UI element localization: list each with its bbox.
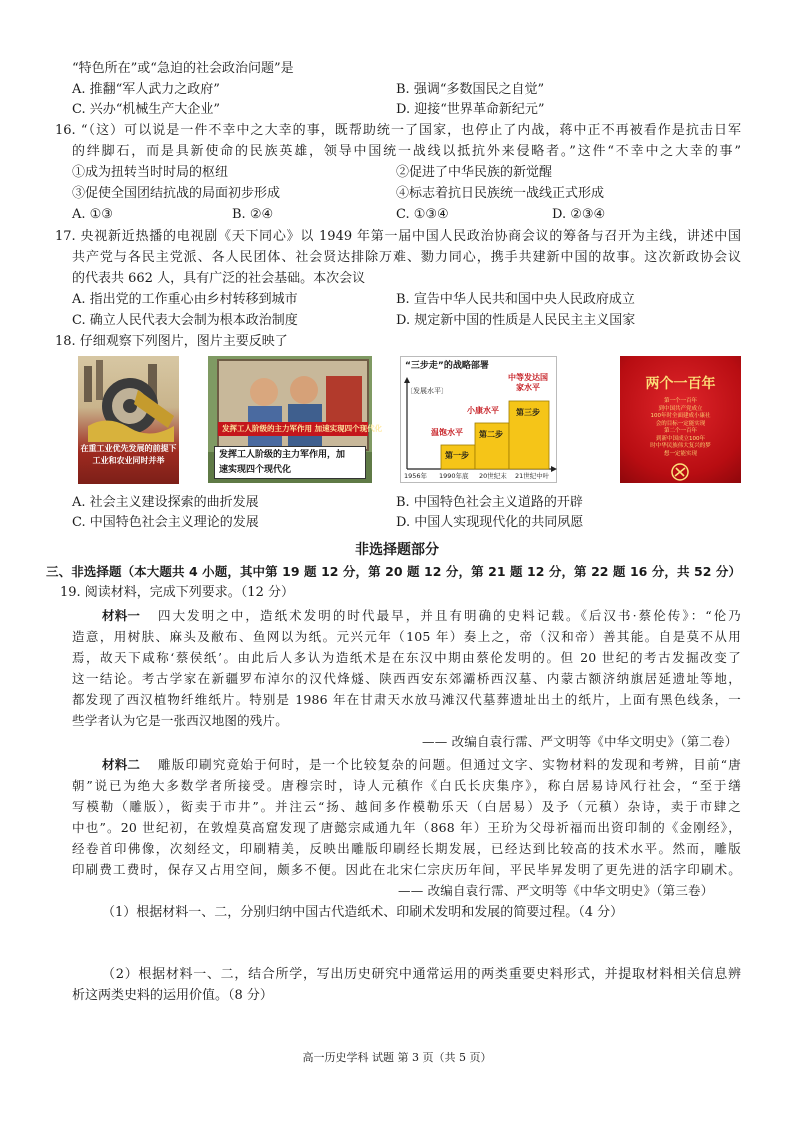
material-2-line1: 雕版印刷究竟始于何时，是一个比较复杂的问题。但通过文字、实物材料的发现和考辨，目前“唐 [158, 757, 741, 772]
q17-option-c: C. 确立人民代表大会制为根本政治制度 [72, 313, 298, 328]
q17-option-d: D. 规定新中国的性质是人民民主主义国家 [396, 313, 636, 328]
q16-statement-1: ①成为扭转当时时局的枢纽 [72, 165, 229, 180]
material-1-line4: 这一结论。考古学家在新疆罗布淖尔的汉代烽燧、陕西西安东郊灞桥西汉墓、内蒙古额济纳旗居延遗址等地， [72, 671, 741, 686]
poster4-line-4: 会的目标一定能实现 [655, 420, 706, 427]
poster4-line-5: 第二个一百年 [663, 428, 697, 434]
material-1-line3: 焉，故天下咸称‘蔡侯纸’。由此后人多认为造纸术是在东汉中期由蔡伦发明的。但 20 世纪的考古发掘改变了 [72, 650, 741, 665]
billboard-caption-line1: 发挥工人阶级的主力军作用，加 [219, 450, 346, 460]
q17-stem-line1: 17. 央视新近热播的电视剧《天下同心》以 1949 年第一届中国人民政治协商会议的筹备与召开为主线，讲述中国 [55, 229, 741, 244]
q17-stem-line2: 共产党与各民主党派、各人民团体、社会贤达排除万难、勠力同心，携手共建新中国的故事。这次新政协会议 [72, 250, 741, 265]
material-1-line1: 四大发明之中，造纸术发明的时代最早，并且有明确的史料记载。《后汉书·蔡伦传》：“伦乃 [158, 608, 741, 623]
q16-statement-3: ③促使全国团结抗战的局面初步形成 [72, 186, 281, 201]
q18-option-b: B. 中国特色社会主义道路的开辟 [396, 495, 583, 510]
poster4-title: 两个一百年 [645, 376, 716, 392]
material-2-line6: 印刷费工费时，保存又占用空间，颇多不便。因此在北宋仁宗庆历年间，平民毕昇发明了更先进的活字印刷术。 [72, 862, 741, 877]
three-step-strategy-diagram [400, 356, 557, 483]
material-2-source: —— 改编自袁行霈、严文明等《中华文明史》（第三卷） [398, 883, 714, 898]
diagram-x-2000: 20世纪末 [479, 472, 507, 480]
q19-stem: 19. 阅读材料，完成下列要求。（12 分） [60, 585, 294, 600]
billboard-caption-box [214, 446, 366, 479]
q16-statement-2: ②促进了中华民族的新觉醒 [396, 165, 553, 180]
poster4-line-7: 时中华民族伟大复兴的梦 [650, 443, 711, 449]
material-2-line3: 写模勒（雕版），衒卖于市井”。并注云“扬、越间多作模勒乐天（白居易）及予（元稹）杂诗，卖于市肆之 [72, 799, 741, 814]
material-1-line5: 都发现了西汉植物纤维纸片。特别是 1986 年在甘肃天水放马滩汉代墓葬遗址出土的纸片，上面有黑色线条，一 [72, 692, 741, 707]
poster4-line-8: 想一定能实现 [663, 450, 697, 457]
q17-option-a: A. 指出党的工作重心由乡村转移到城市 [72, 292, 298, 307]
q17-option-b: B. 宣告中华人民共和国中央人民政府成立 [396, 292, 635, 307]
page-footer: 高一历史学科 试题 第 3 页（共 5 页） [302, 1051, 492, 1064]
material-2-line4: 中也”。20 世纪初，在敦煌莫高窟发现了唐懿宗咸通九年（868 年）王玠为父母祈福而出资印制的《金刚经》， [72, 820, 741, 835]
q16-option-d: D. ②③④ [552, 207, 606, 222]
two-centenary-goals-poster [620, 356, 741, 483]
part3-heading: 三、非选择题（本大题共 4 小题，其中第 19 题 12 分，第 20 题 12 分，第 21 题 12 分，第 22 题 16 分，共 52 分） [46, 564, 741, 579]
q15-option-a: A. 推翻“军人武力之政府” [72, 82, 220, 97]
q16-statement-4: ④标志着抗日民族统一战线正式形成 [396, 186, 605, 201]
material-1-line2: 造意，用树肤、麻头及敝布、鱼网以为纸。元兴元年（105 年）奏上之，帝（汉和帝）善其能。自是莫不从用 [72, 629, 741, 644]
q15-stem-tail: “特色所在”或“急迫的社会政治问题”是 [72, 61, 294, 76]
material-1-label: 材料一 [102, 608, 141, 623]
diagram-step-3: 第三步 [516, 408, 540, 417]
poster4-line-3: 100年时全面建成小康社 [650, 413, 711, 419]
workers-billboard-photo [208, 356, 383, 483]
billboard-caption-line2: 速实现四个现代化 [219, 465, 292, 475]
material-2-line5: 经卷首印佛像，次刻经文，印刷精美，反映出雕版印刷经长期发展，已经达到比较高的技术水平。然而，雕版 [72, 841, 741, 856]
section-heading: 非选择题部分 [355, 542, 439, 558]
poster1-slogan-line2: 工业和农业同时并举 [92, 456, 165, 465]
billboard-banner-text: 发挥工人阶级的主力军作用 加速实现四个现代化 [222, 424, 383, 433]
poster4-line-6: 到新中国成立100年 [656, 435, 705, 442]
poster4-line-2: 到中国共产党成立 [658, 405, 703, 412]
material-1-line6: 些学者认为它是一张西汉地图的残片。 [72, 713, 288, 728]
diagram-x-1990: 1990年底 [439, 472, 469, 480]
q18-stem: 18. 仔细观察下列图片，图片主要反映了 [55, 334, 288, 349]
q15-option-b: B. 强调“多数国民之自觉” [396, 82, 545, 97]
q16-stem-line1: 16. “（这）可以说是一件不幸中之大幸的事，既帮助统一了国家，也停止了内战，蒋中正不再被看作是抗击日军 [55, 123, 741, 138]
q19-subquestion-2-line2: 析这两类史料的运用价值。（8 分） [72, 988, 273, 1003]
diagram-step-1: 第一步 [445, 451, 469, 460]
poster1-slogan-line1: 在重工业优先发展的前提下 [80, 444, 177, 453]
q19-subquestion-1: （1）根据材料一、二，分别归纳中国古代造纸术、印刷术发明和发展的简要过程。（4 分） [102, 905, 624, 920]
q19-subquestion-2-line1: （2）根据材料一、二，结合所学，写出历史研究中通常运用的两类重要史料形式，并提取材料相关信息辨 [102, 967, 741, 982]
diagram-level-3: 中等发达国家水平 [508, 373, 548, 392]
diagram-y-label: 〔发展水平〕 [406, 387, 448, 395]
q18-option-c: C. 中国特色社会主义理论的发展 [72, 515, 259, 530]
q16-stem-line2: 的绊脚石，而是具新使命的民族英雄，领导中国统一战线以抵抗外来侵略者。”这件“不幸中之大幸的事” [72, 144, 741, 159]
q16-option-b: B. ②④ [232, 207, 274, 222]
material-1-source: —— 改编自袁行霈、严文明等《中华文明史》（第二卷） [422, 734, 738, 749]
industry-propaganda-poster [78, 356, 179, 484]
diagram-x-1956: 1956年 [404, 472, 428, 480]
q15-option-c: C. 兴办“机械生产大企业” [72, 102, 221, 117]
q16-option-a: A. ①③ [72, 207, 113, 222]
material-2-line2: 朝”说已为绝大多数学者所接受。唐穆宗时，诗人元稹作《白氏长庆集序》，称白居易诗风行社会，“至于缮 [72, 778, 741, 793]
q18-option-a: A. 社会主义建设探索的曲折发展 [72, 495, 259, 510]
q15-option-d: D. 迎接“世界革命新纪元” [396, 102, 545, 117]
diagram-level-2: 小康水平 [467, 406, 499, 415]
material-2-label: 材料二 [102, 757, 141, 772]
poster4-goal-text [620, 398, 741, 458]
diagram-x-2050: 21世纪中叶 [515, 472, 550, 480]
q16-option-c: C. ①③④ [396, 207, 449, 222]
q18-option-d: D. 中国人实现现代化的共同夙愿 [396, 515, 584, 530]
q17-stem-line3: 的代表共 662 人，具有广泛的社会基础。本次会议 [72, 271, 366, 286]
poster4-emblem-icon [620, 460, 741, 483]
diagram-level-1: 温饱水平 [431, 428, 463, 437]
diagram-title: “三步走”的战略部署 [405, 361, 489, 371]
poster4-line-1: 第一个一百年 [663, 398, 697, 404]
diagram-step-2: 第二步 [479, 430, 503, 439]
